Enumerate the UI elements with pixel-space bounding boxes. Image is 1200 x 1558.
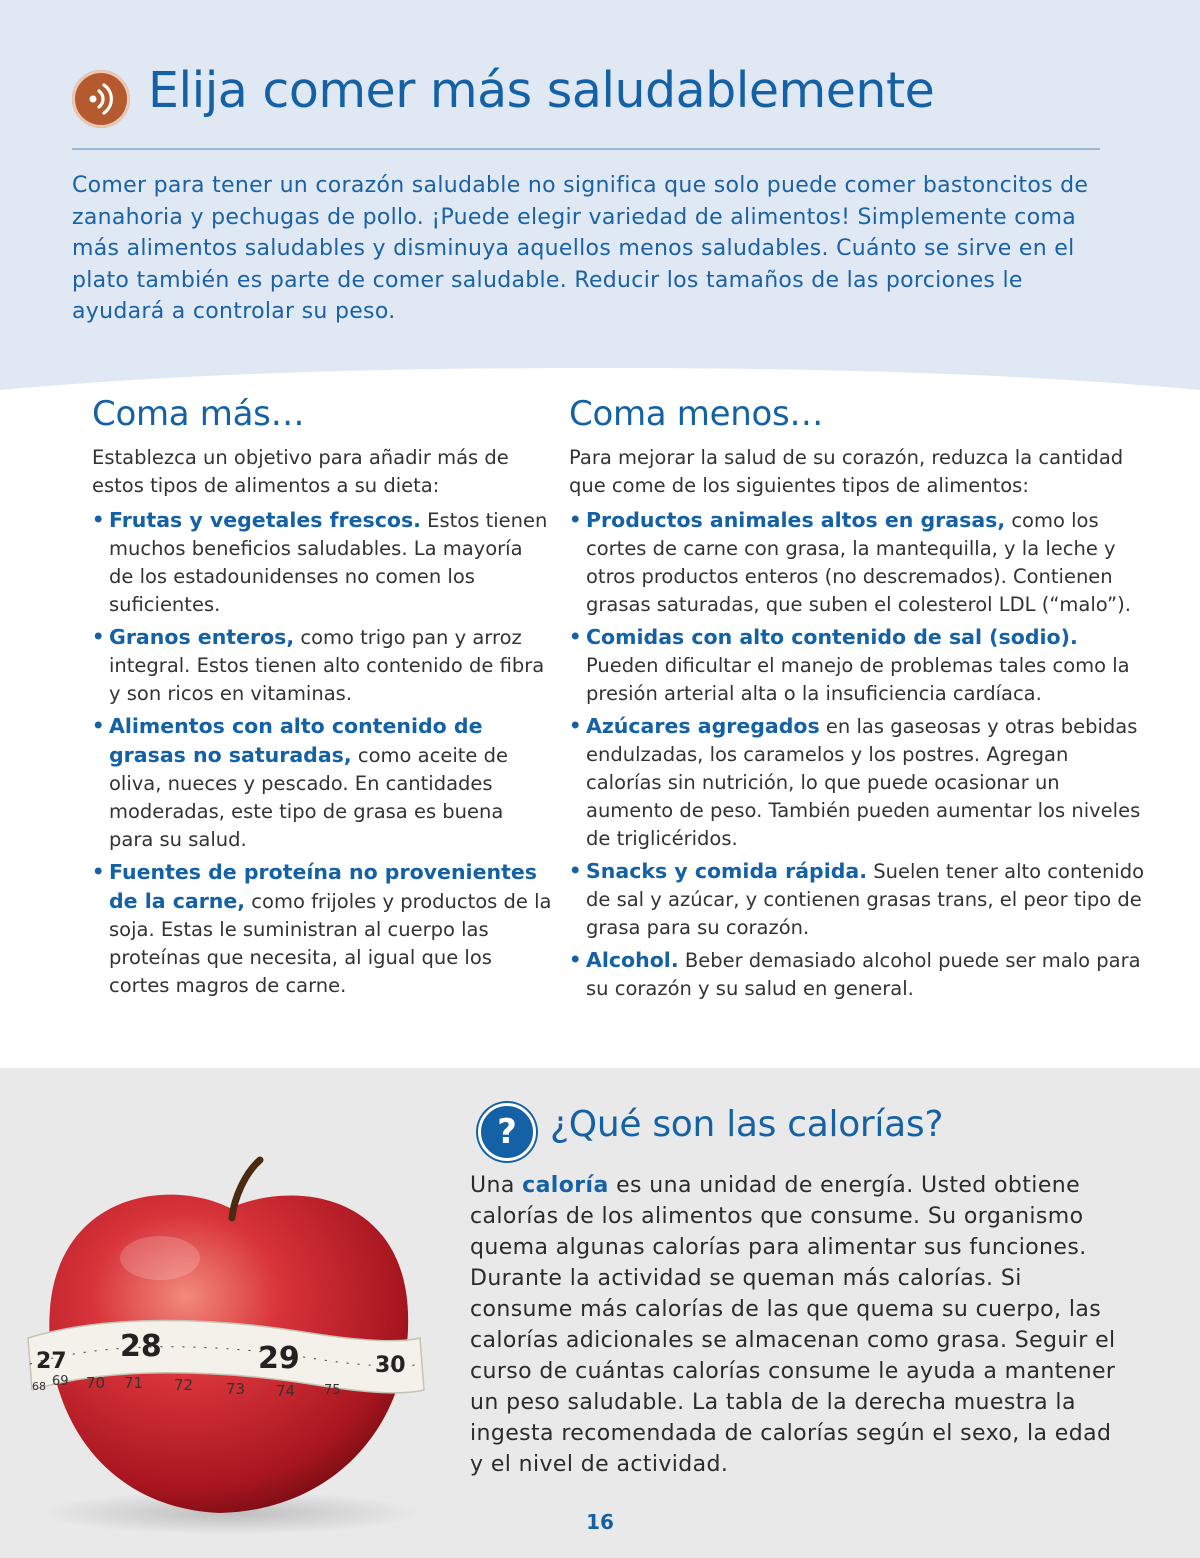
eat-less-lead: Para mejorar la salud de su corazón, reduzca la cantidad que come de los siguientes tipos de alimentos: [569,446,1124,497]
eat-less-heading: Coma menos… [569,394,824,434]
page-title: Elija comer más saludablemente [148,62,935,119]
tape-number: 68 [32,1380,46,1393]
item-lead: Productos animales altos en grasas, [586,508,1006,532]
tape-number: 30 [375,1353,406,1378]
tape-number: 70 [86,1374,106,1392]
list-item [92,623,552,708]
item-text: como trigo pan y arroz integral. Estos tienen alto contenido de fibra y son ricos en vitaminas. [109,626,545,705]
item-text: Suelen tener alto contenido de sal y azúcar, y contienen grasas trans, el peor tipo de grasa para su corazón. [586,860,1145,939]
calories-heading: ¿Qué son las calorías? [550,1104,944,1145]
tape-number: 29 [258,1341,300,1376]
tape-number: 73 [226,1380,246,1398]
apple-tape-measure-photo [20,1138,440,1538]
tape-number: 28 [120,1329,162,1364]
calories-body-rest: es una unidad de energía. Usted obtiene calorías de los alimentos que consume. Su organismo quema algunas calorías para alimentar sus funciones. Durante la actividad se queman más calorías. Si consume más calorías de las que quema su cuerpo, las calorías adicionales se almacenan como grasa. Seguir el curso de cuántas calorías consume le ayuda a mantener un peso saludable. La tabla de la derecha muestra la ingesta recomendada de calorías según el sexo, la edad y el nivel de actividad. [470,1173,1116,1477]
item-lead: Comidas con alto contenido de sal (sodio). [586,625,1078,649]
page-number: 16 [586,1510,614,1534]
list-item [92,506,552,619]
list-item [569,857,1149,942]
bullet-icon: • [569,714,582,737]
eat-less-section [569,392,1149,1007]
intro-paragraph: Comer para tener un corazón saludable no significa que solo puede comer bastoncitos de zanahoria y pechugas de pollo. ¡Puede elegir variedad de alimentos! Simplemente coma más alimentos saludables y disminuya aquellos menos saludables. Cuánto se sirve en el plato también es parte de comer saludable. Reducir los tamaños de las porciones le ayudará a controlar su peso. [72,173,1089,324]
calories-term: caloría [522,1173,609,1198]
tape-number: 27 [36,1349,67,1374]
list-item [569,946,1149,1003]
eat-more-lead: Establezca un objetivo para añadir más de estos tipos de alimentos a su dieta: [92,446,509,497]
item-text: Beber demasiado alcohol puede ser malo para su corazón y su salud en general. [586,949,1141,1000]
item-text: como los cortes de carne con grasa, la mantequilla, y la leche y otros productos enteros (no descremados). Contienen grasas saturadas, que suben el colesterol LDL (“malo”). [586,509,1131,616]
item-lead: Fuentes de proteína no provenientes de la carne, [109,860,537,913]
list-item [92,858,552,1000]
tape-number: 74 [276,1382,296,1400]
bullet-icon: • [569,508,582,531]
item-text: Pueden dificultar el manejo de problemas tales como la presión arterial alta o la insuficiencia cardíaca. [586,654,1130,705]
bullet-icon: • [92,714,105,737]
list-item [92,712,552,854]
item-lead: Snacks y comida rápida. [586,859,868,883]
item-lead: Azúcares agregados [586,714,820,738]
item-lead: Frutas y vegetales frescos. [109,508,421,532]
audio-waves-icon [72,70,130,128]
item-text: como frijoles y productos de la soja. Estas le suministran al cuerpo las proteínas que necesita, al igual que los cortes magros de carne. [109,890,552,997]
question-mark-icon: ? [478,1103,536,1161]
eat-less-list [569,506,1149,1003]
title-divider [72,148,1100,150]
list-item [569,712,1149,853]
item-text: en las gaseosas y otras bebidas endulzadas, los caramelos y los postres. Agregan calorías sin nutrición, lo que puede ocasionar un aumento de peso. También pueden aumentar los niveles de triglicéridos. [586,715,1141,850]
tape-number: 71 [124,1374,144,1392]
item-text: como aceite de oliva, nueces y pescado. En cantidades moderadas, este tipo de grasa es buena para su salud. [109,744,508,851]
eat-more-section [92,392,552,1004]
tape-number: 72 [174,1376,194,1394]
eat-more-heading: Coma más… [92,394,305,434]
bullet-icon: • [569,948,582,971]
item-lead: Granos enteros, [109,625,295,649]
item-lead: Alimentos con alto contenido de grasas no saturadas, [109,714,483,767]
tape-number: 75 [324,1383,341,1398]
list-item [569,506,1149,619]
bullet-icon: • [569,625,582,648]
tape-number: 69 [52,1374,69,1389]
bullet-icon: • [92,508,105,531]
item-lead: Alcohol. [586,948,679,972]
calories-body [470,1170,1130,1480]
bullet-icon: • [569,859,582,882]
eat-more-list [92,506,552,1000]
bullet-icon: • [92,860,105,883]
item-text: Estos tienen muchos beneficios saludables. La mayoría de los estadounidenses no comen los suficientes. [109,509,548,616]
bullet-icon: • [92,625,105,648]
calories-body-start: Una [470,1173,523,1198]
list-item [569,623,1149,708]
